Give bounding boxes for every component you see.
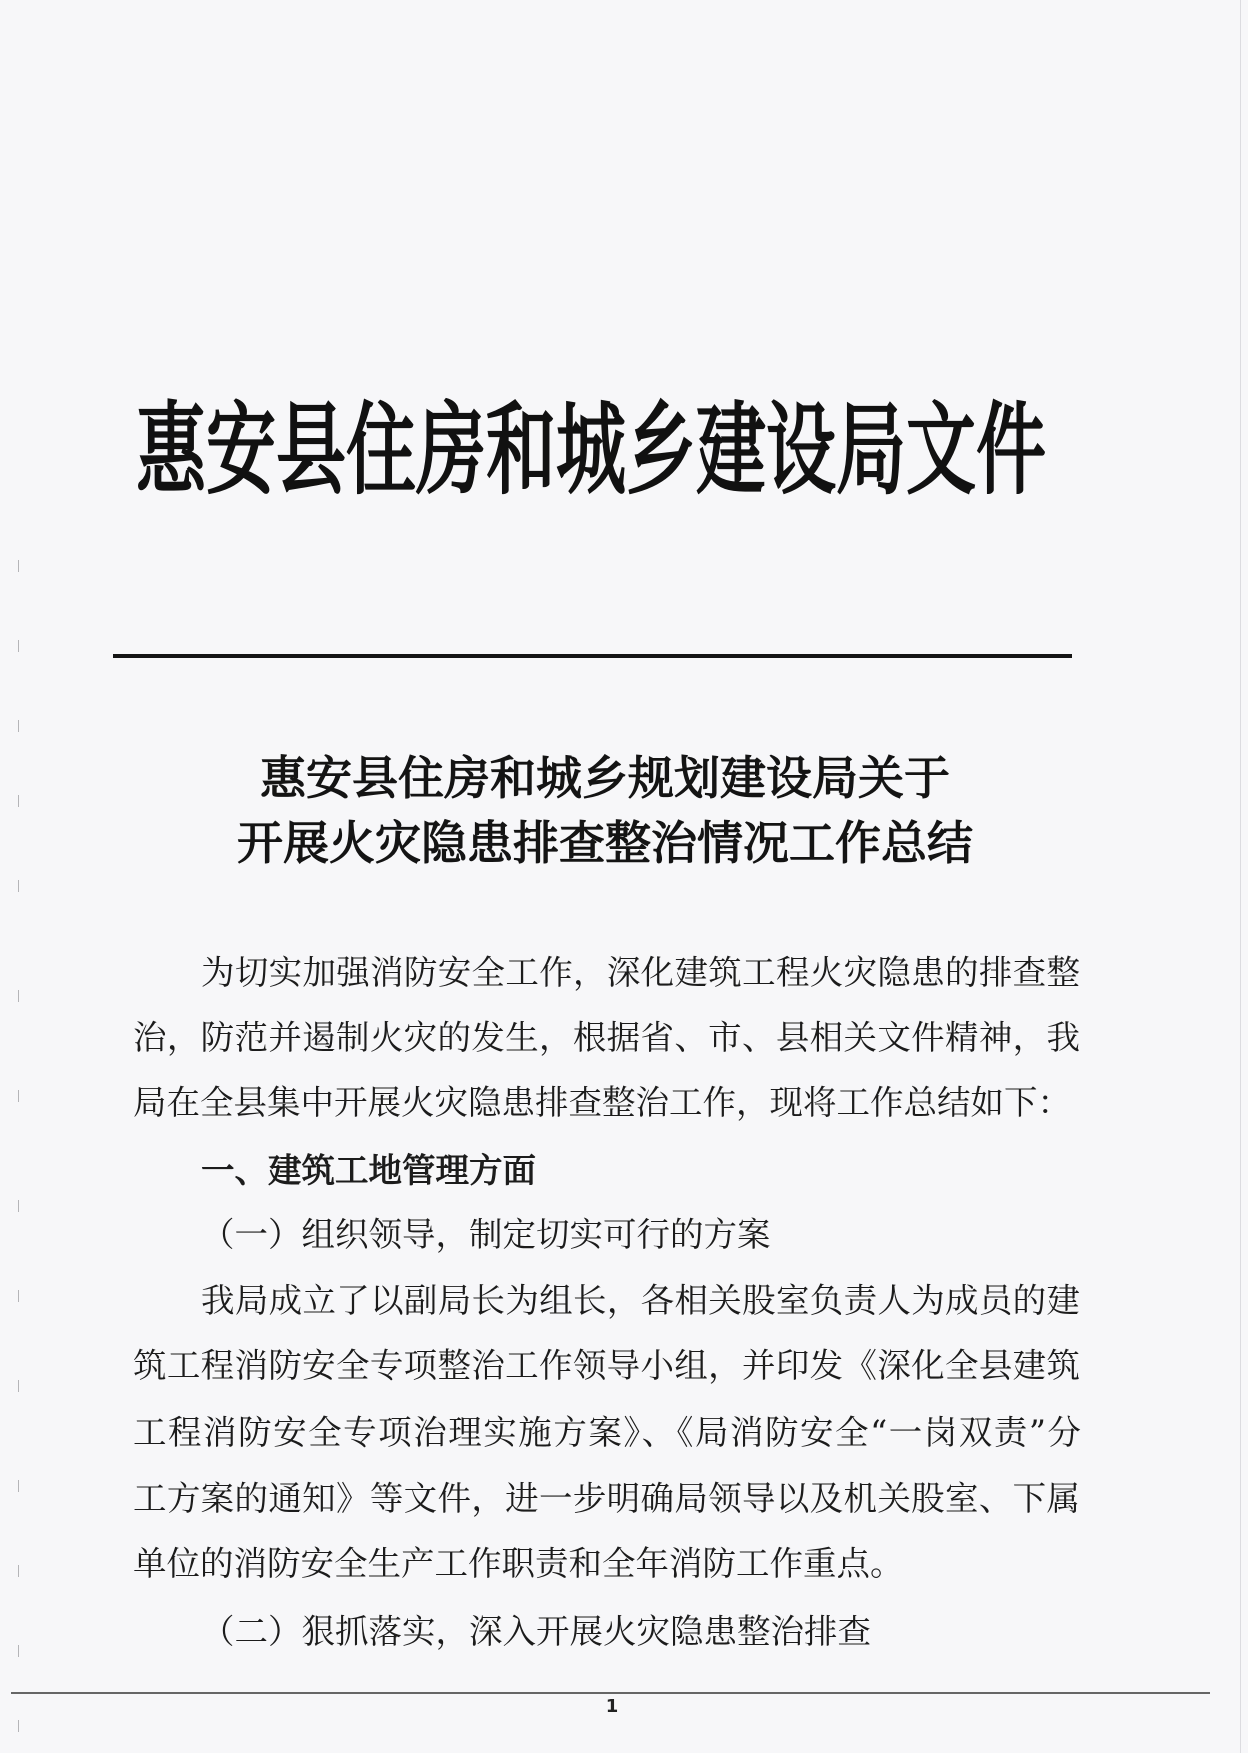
scan-edge-mark	[18, 1480, 19, 1492]
scan-edge-mark	[18, 880, 19, 892]
scan-edge-mark	[18, 1645, 19, 1657]
scan-edge-mark	[18, 720, 19, 732]
subsection-paragraph-line: 筑工程消防安全专项整治工作领导小组，并印发《深化全县建筑	[133, 1346, 1080, 1385]
scan-edge-mark	[18, 640, 19, 652]
subsection-paragraph-line: 单位的消防安全生产工作职责和全年消防工作重点。	[133, 1544, 904, 1583]
subsection-paragraph-line: 工程消防安全专项治理实施方案》、《局消防安全“一岗双责”分	[133, 1413, 1080, 1452]
subsection-paragraph-line: 我局成立了以副局长为组长，各相关股室负责人为成员的建	[201, 1281, 1080, 1320]
header-divider-rule	[113, 654, 1072, 658]
intro-paragraph-line: 局在全县集中开展火灾隐患排查整治工作，现将工作总结如下：	[133, 1083, 1071, 1122]
footer-divider-rule	[11, 1692, 1210, 1694]
scan-edge-mark	[18, 560, 19, 572]
scan-right-edge	[1240, 0, 1241, 1753]
section-heading: 一、建筑工地管理方面	[201, 1151, 536, 1190]
subsection-heading: （一）组织领导，制定切实可行的方案	[201, 1215, 771, 1254]
scan-edge-mark	[18, 1380, 19, 1392]
scan-edge-mark	[18, 1290, 19, 1302]
intro-paragraph-line: 为切实加强消防安全工作，深化建筑工程火灾隐患的排查整	[201, 953, 1080, 992]
document-title-line-1: 惠安县住房和城乡规划建设局关于	[260, 751, 950, 805]
document-header-title: 惠安县住房和城乡建设局文件	[136, 389, 1046, 509]
scan-edge-mark	[18, 1200, 19, 1212]
scan-edge-mark	[18, 1565, 19, 1577]
scan-edge-mark	[18, 1090, 19, 1102]
document-title-line-2: 开展火灾隐患排查整治情况工作总结	[237, 816, 973, 870]
intro-paragraph-line: 治，防范并遏制火灾的发生，根据省、市、县相关文件精神，我	[133, 1018, 1080, 1057]
scan-edge-mark	[18, 1720, 19, 1732]
subsection-heading: （二）狠抓落实，深入开展火灾隐患整治排查	[201, 1612, 871, 1651]
page-number: 1	[605, 1696, 619, 1717]
scan-edge-mark	[18, 990, 19, 1002]
subsection-paragraph-line: 工方案的通知》等文件，进一步明确局领导以及机关股室、下属	[133, 1479, 1080, 1518]
